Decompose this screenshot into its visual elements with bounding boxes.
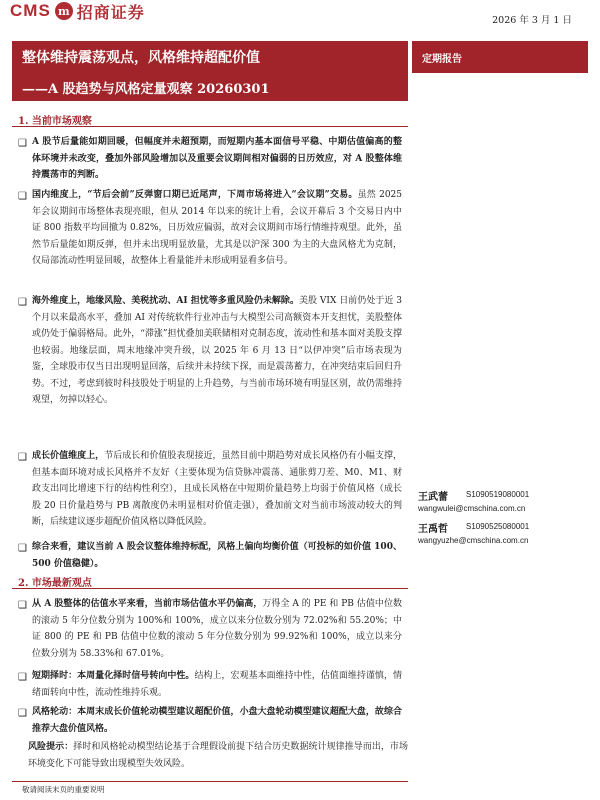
hollow-square-bullet-icon: ❑ xyxy=(18,191,27,202)
paragraph: 综合来看，建议当前 A 股会议整体维持标配，风格上偏向均衡价值（可投标的如价值 100、500 价值稳健）。 xyxy=(32,542,402,569)
logo-latin: CMS xyxy=(10,1,51,20)
hollow-square-bullet-icon: ❑ xyxy=(18,600,27,611)
hollow-square-bullet-icon: ❑ xyxy=(18,452,27,463)
analyst-email[interactable]: wangwulei@cmschina.com.cn xyxy=(418,504,526,513)
analyst-id: S1090519080001 xyxy=(466,490,530,499)
hollow-square-bullet-icon: ❑ xyxy=(18,138,27,149)
footer-divider xyxy=(12,781,408,782)
analyst-name: 王武蕾 xyxy=(418,492,448,503)
report-type: 定期报告 xyxy=(422,54,462,65)
report-subtitle: ——A 股趋势与风格定量观察 20260301 xyxy=(22,82,270,97)
hollow-square-bullet-icon: ❑ xyxy=(18,297,27,308)
risk-warning: 风险提示：择时和风格轮动模型结论基于合理假设前提下结合历史数据统计规律推导而出，市场环境变化下可能导致出现模型失效风险。 xyxy=(28,742,408,769)
footer-note: 敬请阅读末页的重要说明 xyxy=(22,785,105,794)
section-divider-1 xyxy=(12,126,408,127)
paragraph: 国内维度上，“节后会前”反弹窗口期已近尾声，下周市场将进入“会议期”交易。虽然 2025 年会议期间市场整体表现亮眼，但从 2014 年以来的统计上看，会议开幕后 3 个交易日内中证 800 指数平均回撤为 0.82%，日历效应偏弱，故对会议期间市场行情维持观望。此外，虽然节后量能如期反弹，但并未出现明显放量，尤其是以沪深 300 为主的大盘风格尤为克制，仅局部流动性明显回暖，故整体上看量能并未形成明显看多信号。 xyxy=(32,190,402,266)
logo-chinese: 招商证券 xyxy=(76,2,145,22)
hollow-square-bullet-icon: ❑ xyxy=(18,708,27,719)
analyst-name: 王禹哲 xyxy=(418,524,448,535)
section-divider-2 xyxy=(12,588,408,589)
section-heading-2: 2. 市场最新观点 xyxy=(18,578,92,589)
section-heading-1: 1. 当前市场观察 xyxy=(18,116,92,127)
report-date: 2026 年 3 月 1 日 xyxy=(492,15,572,26)
logo-mark-icon: m xyxy=(55,2,73,20)
paragraph: 风格轮动：本周末成长价值轮动模型建议超配价值，小盘大盘轮动模型建议超配大盘，故综合推荐大盘价值风格。 xyxy=(32,707,402,734)
hollow-square-bullet-icon: ❑ xyxy=(18,672,27,683)
paragraph: 成长价值维度上，节后成长和价值股表现接近，虽然目前中期趋势对成长风格仍有小幅支撑，但基本面环境对成长风格并不友好（主要体现为信贷脉冲震荡、通胀剪刀差、M0、M1、财政支出同比增速下行的结构性利空），且成长风格在中短期价量趋势上均弱于价值风格（成长股 20 日价量趋势与 PB 离散度仍未明显相对价值走强），叠加前文对当前市场波动较大的判断，后续建议逐步超配价值风格以降低风险。 xyxy=(32,451,402,527)
analyst-id: S1090525080001 xyxy=(466,522,530,531)
paragraph: 海外维度上，地缘风险、美税扰动、AI 担忧等多重风险仍未解除。美股 VIX 日前仍处于近 3 个月以来最高水平，叠加 AI 对传统软件行业冲击与大模型公司高额资本开支担忧，美股整体或仍处于偏弱格局。此外，“滞涨”担忧叠加美联储相对克制态度，流动性和基本面对美股支撑也较弱。地缘层面，周末地缘冲突升级，以 2025 年 6 月 13 日“以伊冲突”后市场表现为鉴，全球股市仅当日出现明显回落，后续并未持续下探，而是震荡蓄力，在冲突结束后回归升势。不过，考虑到彼时科技股处于明显的上升趋势，与当前市场环境有明显区别，故仍需维持观望，勿掉以轻心。 xyxy=(32,296,403,405)
cms-logo xyxy=(10,0,145,22)
paragraph: 从 A 股整体的估值水平来看，当前市场估值水平仍偏高，万得全 A 的 PE 和 PB 估值中位数的滚动 5 年分位数分别为 100%和 100%，成立以来分位数分别为 72.02%和 55.20%；中证 800 的 PE 和 PB 估值中位数的滚动 5 年分位数分别为 99.92%和 100%，成立以来分位数分别为 58.33%和 67.01%。 xyxy=(32,599,402,659)
analyst-email[interactable]: wangyuzhe@cmschina.com.cn xyxy=(418,536,529,545)
report-title: 整体维持震荡观点，风格维持超配价值 xyxy=(22,50,260,66)
paragraph: 短期择时：本周量化择时信号转向中性。结构上，宏观基本面维持中性，估值面维持谨慎，情绪面转向中性，流动性维持乐观。 xyxy=(32,671,402,698)
paragraph: A 股节后量能如期回暖，但幅度并未超预期，而短期内基本面信号平稳、中期估值偏高的整体环境并未改变，叠加外部风险增加以及重要会议期间相对偏弱的日历效应，对 A 股整体维持震荡市的判断。 xyxy=(32,137,402,180)
hollow-square-bullet-icon: ❑ xyxy=(18,543,27,554)
